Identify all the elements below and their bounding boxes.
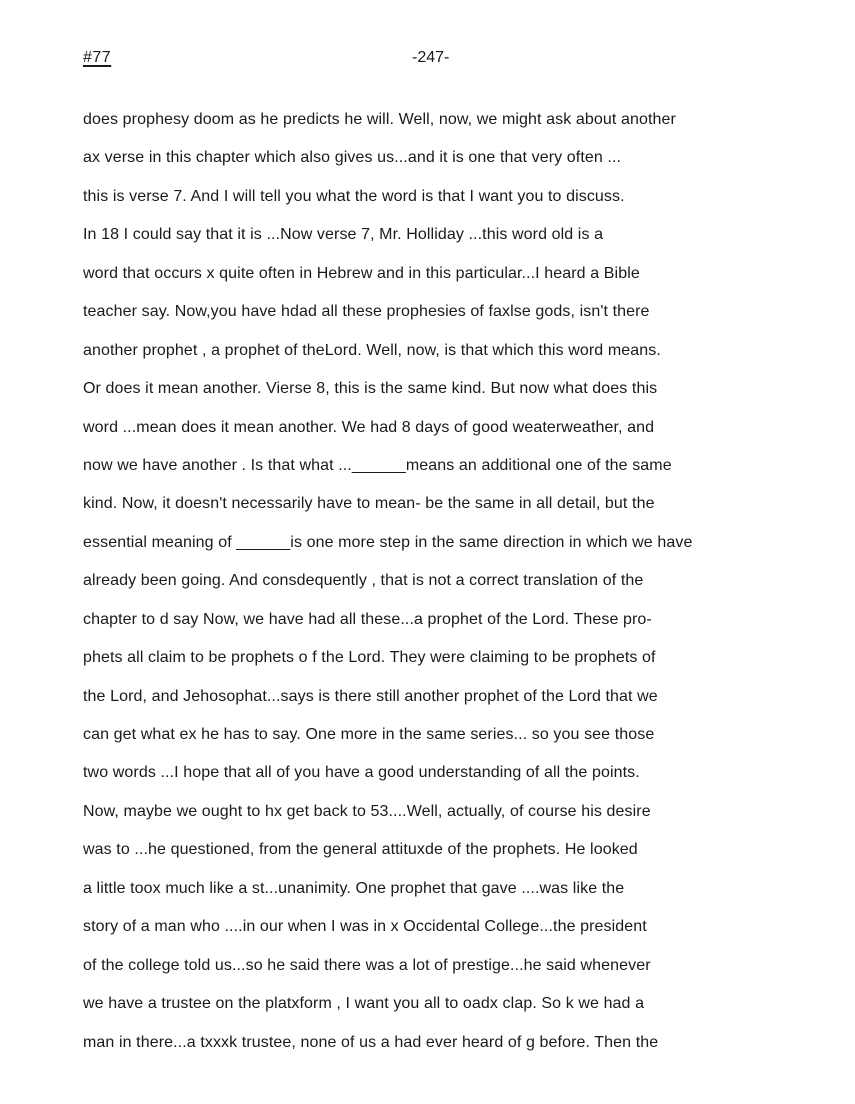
text-line: teacher say. Now,you have hdad all these prophesies of faxlse gods, isn't there: [83, 303, 650, 321]
text-line: word ...mean does it mean another. We had 8 days of good weaterweather, and: [83, 418, 655, 436]
page-number: -247-: [412, 49, 450, 66]
transcript-number: #77: [83, 49, 112, 66]
text-line: the Lord, and Jehosophat...says is there still another prophet of the Lord that we: [83, 687, 658, 705]
text-line: can get what ex he has to say. One more in the same series... so you see those: [83, 726, 655, 743]
text-line: a little toox much like a st...unanimity. One prophet that gave ....was like the: [83, 879, 625, 897]
text-line: does prophesy doom as he predicts he will. Well, now, we might ask about another: [83, 111, 676, 128]
text-line: word that occurs x quite often in Hebrew and in this particular...I heard a Bible: [83, 264, 640, 282]
text-line: now we have another . Is that what ...______means an additional one of the same: [83, 456, 672, 474]
text-line: already been going. And consdequently , that is not a correct translation of the: [83, 572, 644, 590]
text-line: was to ...he questioned, from the general attituxde of the prophets. He looked: [83, 841, 638, 859]
text-line: chapter to d say Now, we have had all these...a prophet of the Lord. These pro-: [83, 610, 652, 628]
text-line: this is verse 7. And I will tell you what the word is that I want you to discuss.: [83, 187, 625, 205]
text-line: we have a trustee on the platxform , I want you all to oadx clap. So k we had a: [83, 995, 645, 1013]
text-line: In 18 I could say that it is ...Now verse 7, Mr. Holliday ...this word old is a: [83, 226, 604, 244]
text-line: essential meaning of ______is one more step in the same direction in which we have: [83, 533, 693, 551]
text-line: man in there...a txxxk trustee, none of us a had ever heard of g before. Then the: [83, 1033, 659, 1051]
text-line: two words ...I hope that all of you have a good understanding of all the points.: [83, 764, 640, 782]
text-line: kind. Now, it doesn't necessarily have to mean- be the same in all detail, but the: [83, 495, 655, 513]
text-line: story of a man who ....in our when I was in x Occidental College...the president: [83, 918, 647, 936]
text-line: Or does it mean another. Vierse 8, this is the same kind. But now what does this: [83, 380, 658, 398]
text-line: Now, maybe we ought to hx get back to 53....Well, actually, of course his desire: [83, 802, 651, 820]
text-line: of the college told us...so he said there was a lot of prestige...he said whenever: [83, 956, 651, 974]
text-line: ax verse in this chapter which also gives us...and it is one that very often ...: [83, 149, 622, 167]
text-line: another prophet , a prophet of theLord. Well, now, is that which this word means.: [83, 341, 661, 359]
text-line: phets all claim to be prophets o f the Lord. They were claiming to be prophets of: [83, 649, 656, 667]
body-text: [83, 108, 793, 1069]
